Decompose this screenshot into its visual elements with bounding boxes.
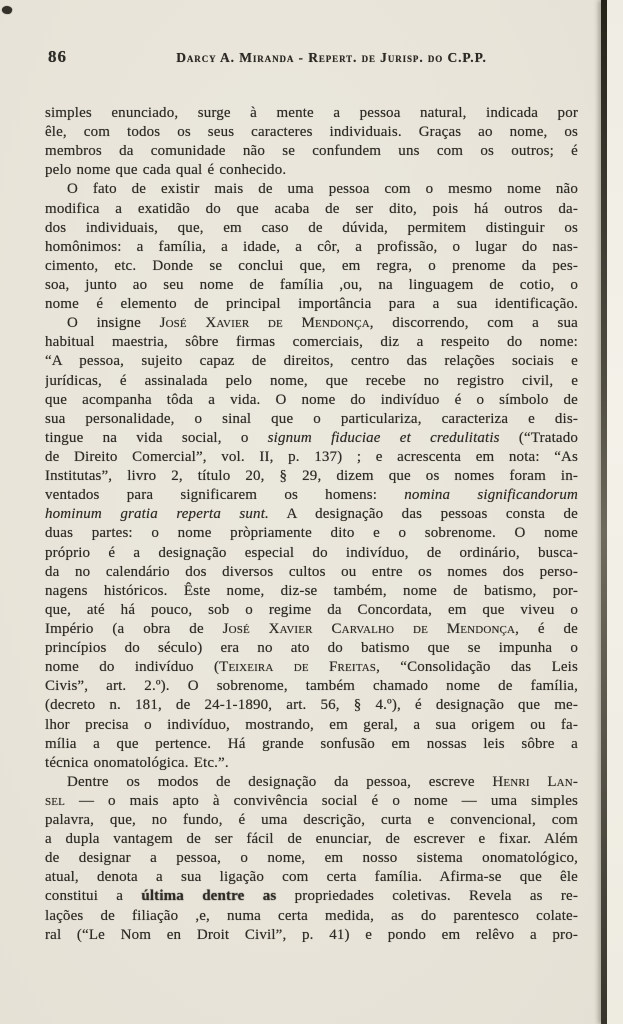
text-segment: homônimos: a família, a idade, a côr, a profissão, o lugar do nas- — [45, 238, 578, 255]
text-segment: próprio é a designação especial do indivíduo, de ordinário, busca- — [45, 544, 578, 561]
text-line — [45, 773, 578, 792]
text-segment: mília a que pertence. Há grande sonfusão em nossas leis sôbre a — [45, 735, 578, 752]
text-segment: jurídicas, é assinalada pelo nome, que recebe no registro civil, e — [45, 372, 578, 389]
text-line — [45, 161, 578, 180]
text-segment: ventados para significarem os homens: — [45, 487, 405, 504]
text-segment: duas partes: o nome pròpriamente dito e o sobrenome. O nome — [45, 525, 578, 542]
text-segment: a dupla vantagem de ser fácil de enunciar, de escrever e fixar. Além — [45, 831, 578, 848]
text-segment: “A pessoa, sujeito capaz de direitos, centro das relações sociais e — [45, 353, 578, 370]
text-line — [45, 142, 578, 161]
text-segment: última dentre as — [141, 888, 277, 905]
scan-speck — [1, 5, 13, 16]
text-segment: atual, denota a sua ligação com certa família. Afirma-se que êle — [45, 869, 578, 886]
text-segment: membros da comunidade não se confundem uns com os outros; é — [45, 143, 578, 160]
paragraph — [45, 180, 578, 314]
running-title: Darcy A. Miranda - Repert. de Jurisp. do C.P.P. — [176, 50, 487, 65]
text-segment: técnica onomatológica. Etc.”. — [45, 754, 229, 771]
text-segment: Teixeira de Freitas — [219, 659, 377, 676]
text-segment: O insigne — [67, 315, 160, 332]
text-segment: da no calendário dos diversos cultos ou entre os nomes dos perso- — [45, 563, 578, 580]
text-line — [45, 219, 578, 238]
text-segment: dos individuais, que, em caso de dúvida, permitem distinguir os — [45, 219, 578, 236]
paragraph — [45, 773, 578, 945]
text-segment: palavra, que, no fundo, é uma descrição, curta e convencional, com — [45, 812, 578, 829]
text-line — [45, 257, 578, 276]
text-line — [45, 563, 578, 582]
text-line — [45, 658, 578, 677]
text-segment: nome é elemento de principal importância para a sua identificação. — [45, 296, 578, 313]
text-segment: , “Consolidação das Leis — [376, 659, 578, 676]
paragraph — [45, 104, 578, 180]
text-line — [45, 849, 578, 868]
text-line — [45, 314, 578, 333]
text-line — [45, 868, 578, 887]
text-line — [45, 180, 578, 199]
text-segment: propriedades coletivas. Revela as re- — [276, 888, 578, 905]
text-segment: José Xavier de Mendonça — [159, 315, 370, 332]
text-line — [45, 448, 578, 467]
text-line — [45, 467, 578, 486]
text-segment: que, até há pouco, sob o regime da Concordata, em que viveu o — [45, 601, 578, 618]
text-segment: habitual maestria, sôbre firmas comerciais, diz a respeito do nome: — [45, 334, 578, 351]
text-line — [45, 907, 578, 926]
text-line — [45, 601, 578, 620]
text-segment: constitui a — [45, 888, 142, 905]
text-line — [45, 811, 578, 830]
text-segment: nome do indivíduo ( — [45, 659, 220, 676]
text-segment: A designação das pessoas consta de — [268, 506, 578, 523]
text-line — [45, 352, 578, 371]
text-segment: que acompanha tôda a vida. O nome do indivíduo é o símbolo de — [45, 391, 578, 408]
text-segment: Institutas”, livro 2, título 20, § 29, dizem que os nomes foram in- — [45, 468, 578, 485]
text-line — [45, 104, 578, 123]
text-segment: hominum gratia reperta sunt. — [45, 506, 269, 523]
text-line — [45, 544, 578, 563]
text-segment: modifica a exatidão do que acaba de ser dito, pois há outros da- — [45, 200, 578, 217]
text-line — [45, 735, 578, 754]
text-line — [45, 333, 578, 352]
text-segment: ral (“Le Nom en Droit Civil”, p. 41) e pondo em relêvo a pro- — [45, 926, 578, 943]
text-segment: de Direito Comercial”, vol. II, p. 137) ; e acrescenta em nota: “As — [45, 448, 578, 465]
body-text — [45, 104, 578, 945]
text-segment: êle, com todos os seus caracteres individuais. Graças ao nome, os — [45, 124, 578, 141]
text-segment: cimento, etc. Donde se conclui que, em regra, o prenome da pes- — [45, 257, 578, 274]
text-line — [45, 238, 578, 257]
text-line — [45, 677, 578, 696]
text-segment: , é de — [515, 620, 578, 637]
text-segment: Império (a obra de — [45, 620, 223, 637]
text-line — [45, 716, 578, 735]
text-line — [45, 582, 578, 601]
text-segment: (“Tratado — [499, 429, 578, 446]
text-segment: signum fiduciae et credulitatis — [267, 429, 500, 446]
text-segment: lhor precisa o indivíduo, mostrando, em geral, a sua origem ou fa- — [45, 716, 578, 733]
text-segment: Civis”, art. 2.º). O sobrenome, também chamado nome de família, — [45, 678, 578, 695]
text-line — [45, 620, 578, 639]
text-line — [45, 295, 578, 314]
adjacent-page-edge — [607, 0, 623, 1024]
text-line — [45, 391, 578, 410]
running-header — [45, 47, 578, 67]
text-segment: Dentre os modos de designação da pessoa, escreve — [67, 773, 493, 790]
text-line — [45, 410, 578, 429]
text-line — [45, 372, 578, 391]
text-line — [45, 429, 578, 448]
text-segment: sua personalidade, o sinal que o particulariza, caracteriza e dis- — [45, 410, 578, 427]
text-line — [45, 926, 578, 945]
paragraph — [45, 314, 578, 773]
text-segment: tingue na vida social, o — [45, 429, 268, 446]
text-segment: princípios do século) era no ato do batismo que se impunha o — [45, 640, 578, 657]
text-line — [45, 524, 578, 543]
text-line — [45, 887, 578, 906]
text-line — [45, 486, 578, 505]
text-segment: soa, junto ao seu nome de família ,ou, na linguagem de cotio, o — [45, 276, 578, 293]
text-line — [45, 792, 578, 811]
text-segment: , discorrendo, com a sua — [369, 315, 578, 332]
text-segment: (decreto n. 181, de 24-1-1890, art. 56, § 4.º), é designação que me- — [45, 697, 578, 714]
text-line — [45, 123, 578, 142]
text-line — [45, 200, 578, 219]
text-segment: Henri Lan- — [492, 773, 578, 790]
text-segment: nomina significandorum — [404, 487, 578, 504]
text-line — [45, 639, 578, 658]
text-line — [45, 276, 578, 295]
text-segment: nagens históricos. Êste nome, diz-se também, nome de batismo, por- — [45, 582, 578, 599]
text-segment: lações de filiação ,e, numa certa medida, as do parentesco colate- — [45, 907, 578, 924]
text-segment: pelo nome que cada qual é conhecido. — [45, 162, 287, 179]
text-line — [45, 830, 578, 849]
text-line — [45, 696, 578, 715]
text-segment: sel — [45, 792, 66, 809]
text-segment: de designar a pessoa, o nome, em nosso sistema onomatológico, — [45, 850, 578, 867]
page-number: 86 — [48, 47, 67, 66]
text-line — [45, 505, 578, 524]
text-line — [45, 754, 578, 773]
text-segment: simples enunciado, surge à mente a pessoa natural, indicada por — [45, 105, 578, 121]
text-segment: José Xavier Carvalho de Mendonça — [222, 620, 516, 637]
text-segment: — o mais apto à convivência social é o nome — uma simples — [65, 792, 578, 809]
text-segment: O fato de existir mais de uma pessoa com o mesmo nome não — [67, 181, 578, 198]
